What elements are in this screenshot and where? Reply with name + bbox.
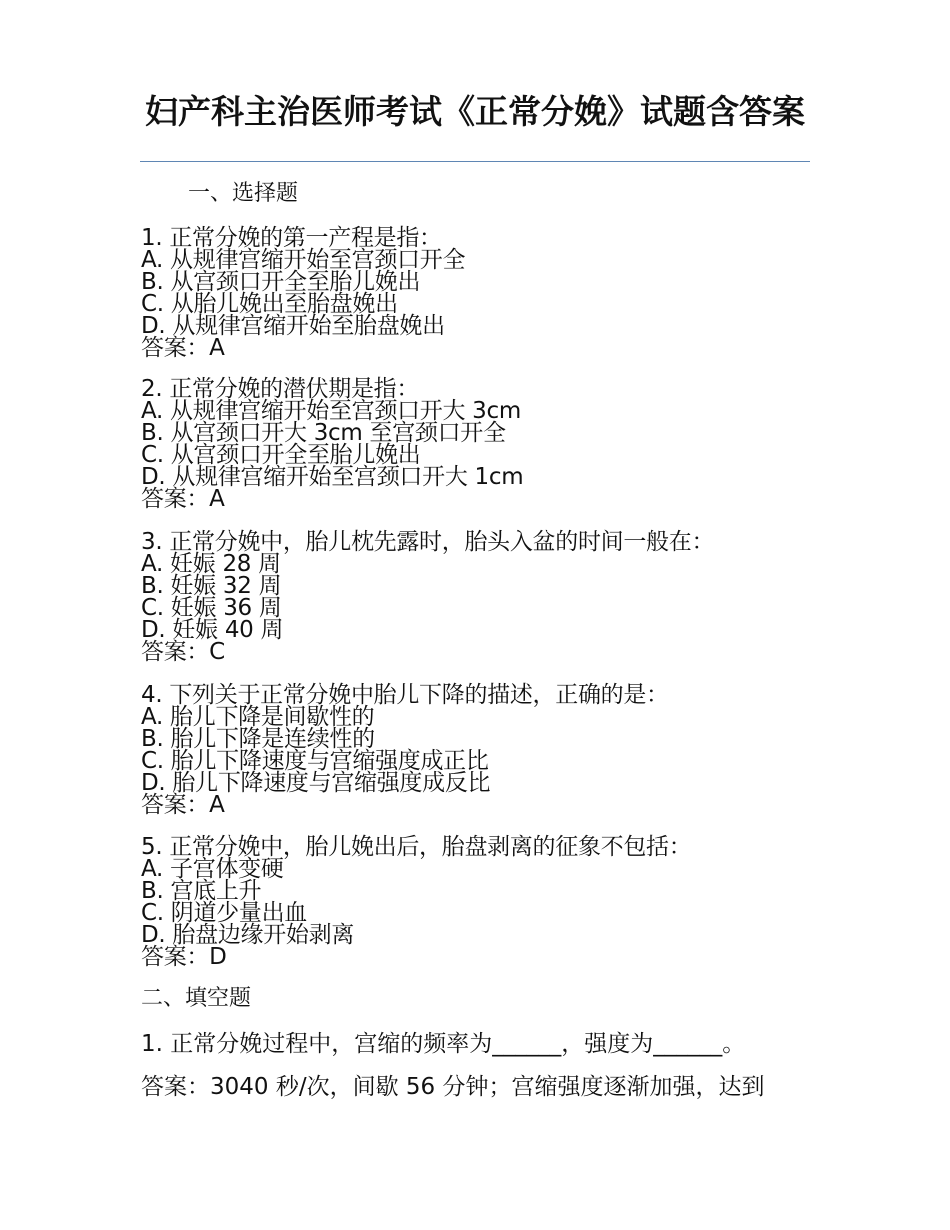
option-b: B. 从宫颈口开大 3cm 至宫颈口开全 (141, 420, 506, 446)
option-d: D. 从规律宫缩开始至胎盘娩出 (141, 313, 445, 339)
question-text: 1. 正常分娩的第一产程是指： (141, 225, 442, 251)
question-block-3 (141, 531, 841, 663)
question-block-5 (141, 836, 841, 968)
document-title: 妇产科主治医师考试《正常分娩》试题含答案 (145, 92, 805, 131)
option-b: B. 从宫颈口开全至胎儿娩出 (141, 269, 421, 295)
section-heading-choice: 一、选择题 (188, 181, 299, 206)
option-c: C. 从宫颈口开全至胎儿娩出 (141, 442, 421, 468)
question-text: 2. 正常分娩的潜伏期是指： (141, 376, 420, 402)
title-divider (140, 161, 810, 162)
question-block-1 (141, 227, 841, 359)
option-b: B. 妊娠 32 周 (141, 573, 282, 599)
option-b: B. 宫底上升 (141, 878, 262, 904)
question-text: 3. 正常分娩中，胎儿枕先露时，胎头入盆的时间一般在： (141, 529, 715, 555)
option-a: A. 从规律宫缩开始至宫颈口开全 (141, 247, 466, 273)
option-b: B. 胎儿下降是连续性的 (141, 726, 375, 752)
section-heading-fill: 二、填空题 (141, 986, 252, 1011)
option-c: C. 胎儿下降速度与宫缩强度成正比 (141, 748, 489, 774)
option-a: A. 子宫体变硬 (141, 856, 284, 882)
answer-text: 答案：A (141, 486, 225, 512)
option-a: A. 妊娠 28 周 (141, 551, 281, 577)
fill-answer-1: 答案：3040 秒/次，间歇 56 分钟；宫缩强度逐渐加强，达到 (141, 1074, 765, 1100)
option-c: C. 从胎儿娩出至胎盘娩出 (141, 291, 398, 317)
question-block-4 (141, 684, 841, 816)
question-text: 5. 正常分娩中，胎儿娩出后，胎盘剥离的征象不包括： (141, 834, 692, 860)
answer-text: 答案：A (141, 792, 225, 818)
option-a: A. 从规律宫缩开始至宫颈口开大 3cm (141, 398, 521, 424)
question-text: 4. 下列关于正常分娩中胎儿下降的描述，正确的是： (141, 682, 669, 708)
question-block-2 (141, 378, 841, 510)
fill-question-1: 1. 正常分娩过程中，宫缩的频率为______，强度为______。 (141, 1031, 746, 1057)
option-c: C. 阴道少量出血 (141, 900, 307, 926)
answer-text: 答案：C (141, 639, 225, 665)
option-d: D. 妊娠 40 周 (141, 617, 284, 643)
option-d: D. 从规律宫缩开始至宫颈口开大 1cm (141, 464, 524, 490)
option-a: A. 胎儿下降是间歇性的 (141, 704, 375, 730)
option-d: D. 胎盘边缘开始剥离 (141, 922, 355, 948)
option-c: C. 妊娠 36 周 (141, 595, 282, 621)
answer-text: 答案：A (141, 335, 225, 361)
answer-text: 答案：D (141, 944, 227, 970)
option-d: D. 胎儿下降速度与宫缩强度成反比 (141, 770, 491, 796)
